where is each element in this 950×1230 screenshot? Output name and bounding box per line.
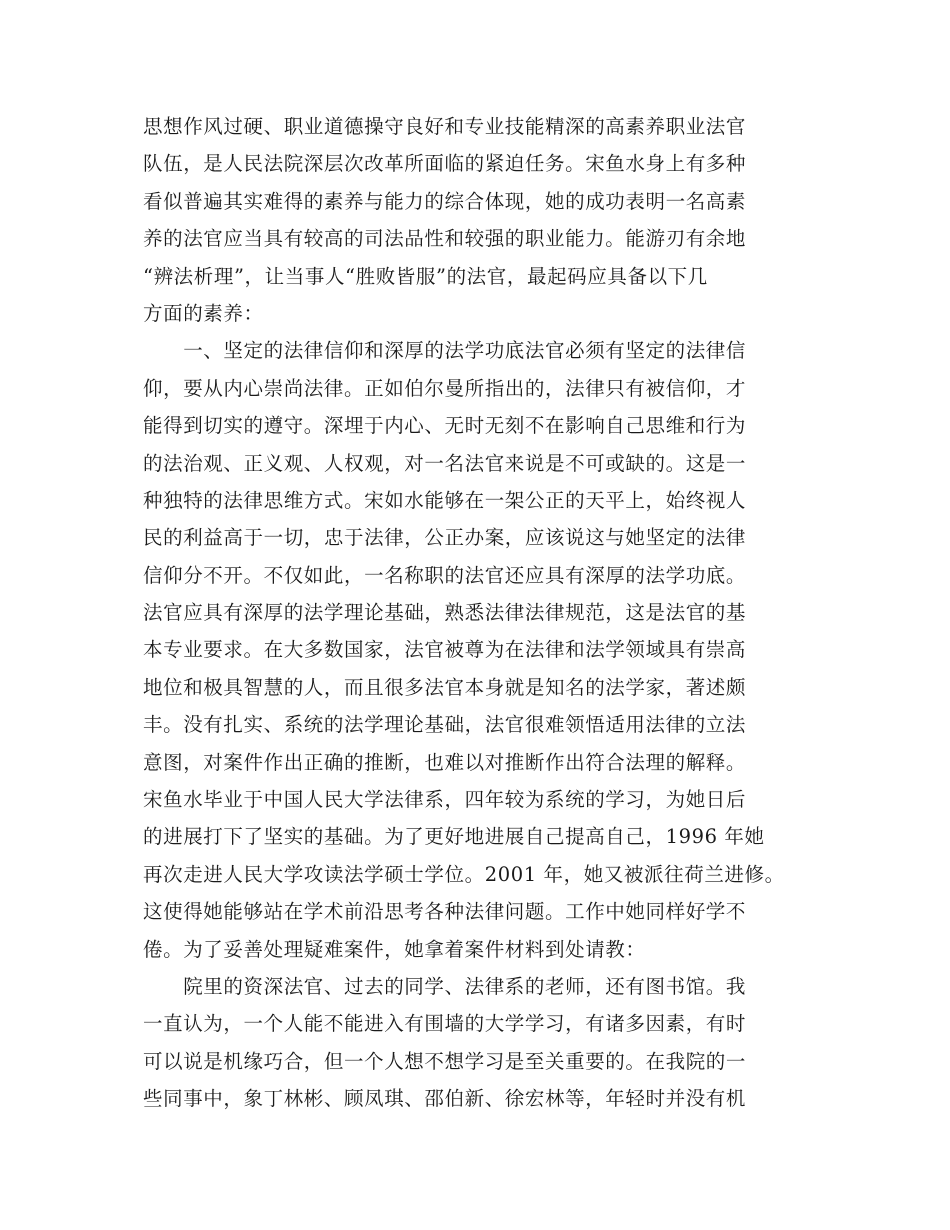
text-line: 一、坚定的法律信仰和深厚的法学功底法官必须有坚定的法律信 — [143, 339, 747, 363]
text-line: 队伍，是人民法院深层次改革所面临的紧迫任务。宋鱼水身上有多种 — [143, 152, 747, 176]
text-line: 些同事中，象丁林彬、顾凤琪、邵伯新、徐宏林等，年轻时并没有机 — [143, 1087, 747, 1111]
text-line: 方面的素养： — [143, 301, 264, 325]
text-line: 法官应具有深厚的法学理论基础，熟悉法律法律规范，这是法官的基 — [143, 601, 747, 625]
text-line: “辨法析理”，让当事人“胜败皆服”的法官，最起码应具备以下几 — [143, 264, 708, 288]
text-line: 民的利益高于一切，忠于法律，公正办案，应该说这与她坚定的法律 — [143, 526, 747, 550]
text-line: 仰，要从内心崇尚法律。正如伯尔曼所指出的，法律只有被信仰，才 — [143, 376, 747, 400]
text-line: 一直认为，一个人能不能进入有围墙的大学学习，有诸多因素，有时 — [143, 1012, 747, 1036]
text-line: 再次走进人民大学攻读法学硕士学位。2001 年，她又被派往荷兰进修。 — [143, 862, 785, 886]
text-line: 院里的资深法官、过去的同学、法律系的老师，还有图书馆。我 — [143, 974, 747, 998]
text-line: 本专业要求。在大多数国家，法官被尊为在法律和法学领域具有崇高 — [143, 638, 747, 662]
text-line: 地位和极具智慧的人，而且很多法官本身就是知名的法学家，著述颇 — [143, 675, 747, 699]
text-line: 信仰分不开。不仅如此，一名称职的法官还应具有深厚的法学功底。 — [143, 563, 747, 587]
text-line: 意图，对案件作出正确的推断，也难以对推断作出符合法理的解释。 — [143, 750, 747, 774]
text-line: 种独特的法律思维方式。宋如水能够在一架公正的天平上，始终视人 — [143, 488, 747, 512]
text-line: 的法治观、正义观、人权观，对一名法官来说是不可或缺的。这是一 — [143, 451, 747, 475]
text-line: 倦。为了妥善处理疑难案件，她拿着案件材料到处请教： — [143, 937, 646, 961]
text-line: 的进展打下了坚实的基础。为了更好地进展自己提高自己，1996 年她 — [143, 825, 765, 849]
text-line: 这使得她能够站在学术前沿思考各种法律问题。工作中她同样好学不 — [143, 900, 747, 924]
text-line: 思想作风过硬、职业道德操守良好和专业技能精深的高素养职业法官 — [143, 115, 747, 138]
text-line: 看似普遍其实难得的素养与能力的综合体现，她的成功表明一名高素 — [143, 189, 747, 213]
document-body-text — [143, 108, 823, 1118]
text-line: 可以说是机缘巧合，但一个人想不想学习是至关重要的。在我院的一 — [143, 1049, 747, 1073]
text-line: 宋鱼水毕业于中国人民大学法律系，四年较为系统的学习，为她日后 — [143, 788, 747, 812]
text-line: 丰。没有扎实、系统的法学理论基础，法官很难领悟适用法律的立法 — [143, 713, 747, 737]
text-line: 养的法官应当具有较高的司法品性和较强的职业能力。能游刃有余地 — [143, 227, 747, 251]
text-line: 能得到切实的遵守。深埋于内心、无时无刻不在影响自己思维和行为 — [143, 414, 747, 438]
